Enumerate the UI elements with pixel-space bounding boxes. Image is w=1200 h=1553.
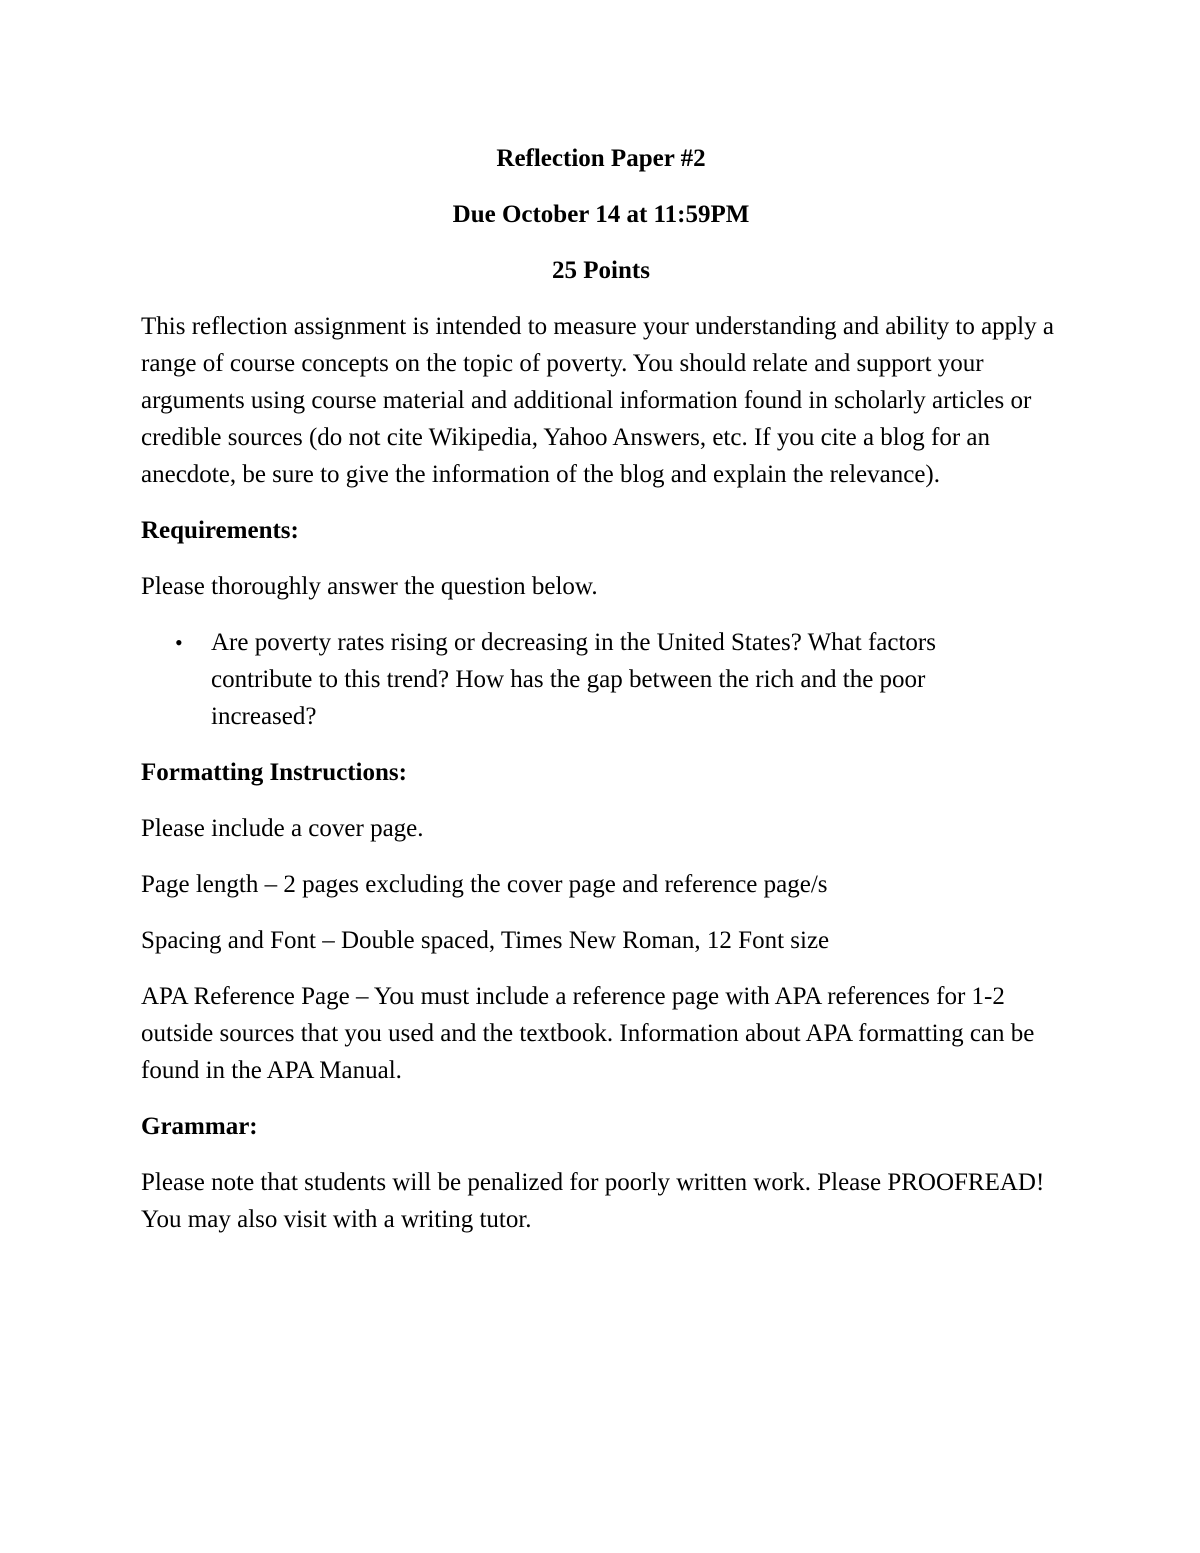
- formatting-cover-page: Please include a cover page.: [141, 815, 424, 842]
- points-value: 25 Points: [552, 257, 650, 284]
- grammar-heading: Grammar:: [141, 1113, 258, 1140]
- document-content: [141, 140, 1061, 1257]
- formatting-page-length: Page length – 2 pages excluding the cover page and reference page/s: [141, 871, 828, 898]
- formatting-spacing-font: Spacing and Font – Double spaced, Times New Roman, 12 Font size: [141, 927, 830, 954]
- due-date: Due October 14 at 11:59PM: [452, 201, 750, 228]
- bullet-icon: •: [175, 630, 183, 655]
- intro-paragraph: This reflection assignment is intended to measure your understanding and ability to apply a range of course concepts on the topic of poverty. You should relate and support your arguments using course material and additional information found in scholarly articles or credible sources (do not cite Wikipedia, Yahoo Answers, etc. If you cite a blog for an anecdote, be sure to give the information of the blog and explain the relevance).: [141, 313, 1054, 488]
- formatting-heading: Formatting Instructions:: [141, 759, 407, 786]
- question-item: [141, 624, 1011, 735]
- formatting-apa-reference: APA Reference Page – You must include a reference page with APA references for 1-2 outside sources that you used and the textbook. Information about APA formatting can be found in the APA Manual.: [141, 983, 1035, 1084]
- document-title: Reflection Paper #2: [496, 145, 706, 172]
- requirements-heading: Requirements:: [141, 517, 299, 544]
- question-text: Are poverty rates rising or decreasing in the United States? What factors contribute to this trend? How has the gap between the rich and the poor increased?: [211, 629, 936, 730]
- requirements-instruction: Please thoroughly answer the question below.: [141, 573, 598, 600]
- question-list: [141, 624, 1061, 735]
- grammar-text: Please note that students will be penalized for poorly written work. Please PROOFREAD! You may also visit with a writing tutor.: [141, 1169, 1045, 1233]
